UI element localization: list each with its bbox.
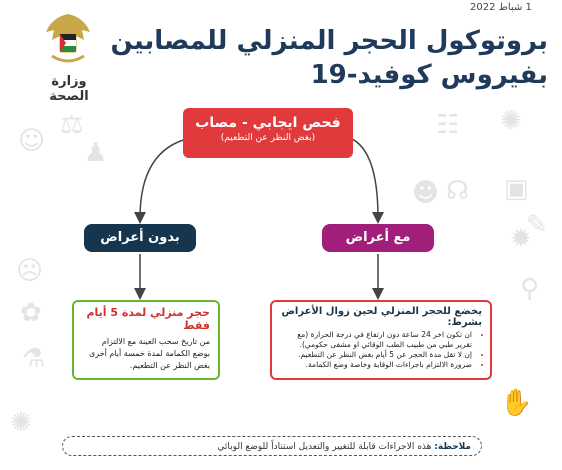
background-virus-icon: ✺ [500,106,522,136]
positive-test-box [183,108,353,158]
with-symptoms-box [270,300,492,380]
page-title: بروتوكول الحجر المنزلي للمصابين [110,26,548,56]
background-testtube-icon: ⚲ [520,274,540,304]
background-group-icon: ☷ [436,110,460,140]
with-symptoms-badge: مع أعراض [322,224,434,252]
conditions-list [280,330,482,370]
positive-test-sublabel: (بغض النظر عن التطعيم) [220,133,316,143]
background-person-icon: ☺ [18,126,46,156]
without-symptoms-title: حجر منزلي لمدة 5 أيام فقط [86,306,210,332]
date-label: 1 شباط 2022 [470,2,532,13]
background-mask-icon: ☹ [16,256,44,286]
positive-test-label: فحص ايجابي - مصاب [195,115,341,131]
condition-item: • إن لا تقل مدة الحجر عن 5 أيام بغض النظر عن التطعيم. [280,350,472,360]
note-box [62,436,482,456]
without-symptoms-body: من تاريخ سحب العينة مع الالتزام بوضع الكمامة لمدة خمسة أيام أخرى بغض النظر عن التطعيم. [89,337,210,370]
page-title-line2: بفيروس كوفيد-19 [310,60,548,90]
without-symptoms-box [72,300,220,380]
background-user-icon: ☻ [412,178,440,208]
without-symptoms-badge: بدون أعراض [84,224,196,252]
background-hands-icon: ☊ [446,176,470,206]
note-label: ملاحظة: [434,442,471,452]
background-virus-icon: ✺ [10,408,32,438]
condition-item: • ضرورة الالتزام باجراءات الوقاية وخاصة وضع الكمامة. [280,360,472,370]
condition-item: • ان تكون اخر 24 ساعة دون ارتفاع في درجة الحرارة (مع تقرير طبي من طبيب الطب الوقائي او مشفى حكومي). [280,330,472,350]
background-dumbbell-icon: ⚖ [60,110,84,140]
note-text: هذه الاجراءات قابلة للتغيير والتعديل استناداً للوضع الوبائي [217,442,432,452]
background-monitor-icon: ▣ [504,174,529,204]
arrow-to-with-symptoms [350,138,378,218]
background-handwash-icon: ✋ [500,388,533,418]
background-lungs-icon: ✿ [20,298,42,328]
background-microscope-icon: ⚗ [22,344,46,374]
background-syringe-icon: ✎ [526,210,548,240]
background-virus-icon: ✹ [510,224,532,254]
with-symptoms-title: يخضع للحجر المنزلي لحين زوال الأعراض بشرط: [281,306,482,328]
ministry-name: وزارة الصحة [49,74,89,104]
background-family-icon: ♟ [84,138,108,168]
